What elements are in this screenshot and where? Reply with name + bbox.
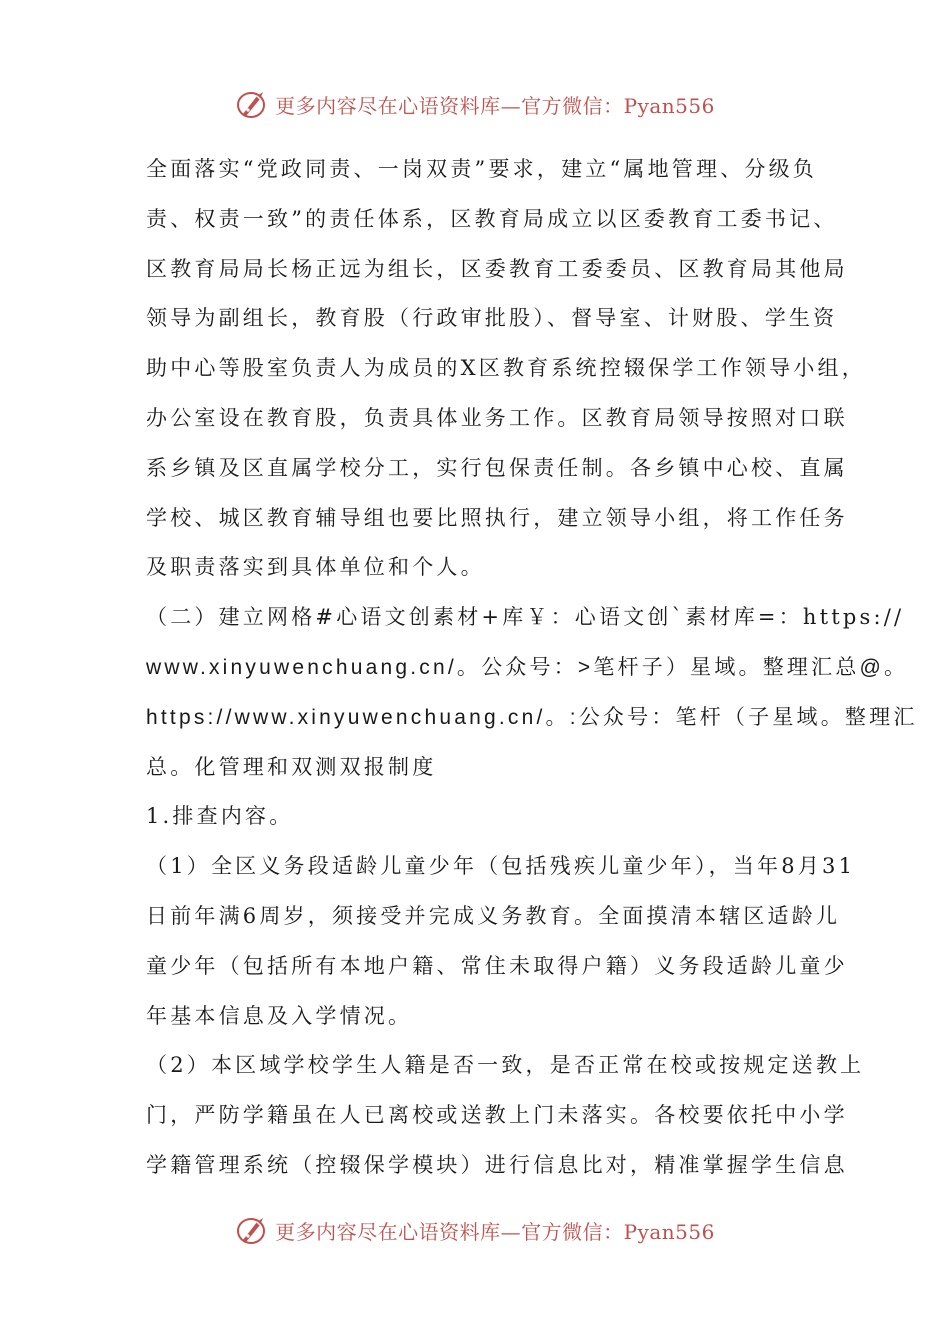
text-line: 助中心等股室负责人为成员的X区教育系统控辍保学工作领导小组， bbox=[146, 356, 866, 381]
text-line: 区教育局局长杨正远为组长，区委教育工委委员、区教育局其他局 bbox=[146, 256, 848, 281]
footer-watermark-banner bbox=[0, 1208, 950, 1252]
text-line: https://www.xinyuwenchuang.cn/。:公众号：笔杆（子星域。整理汇 bbox=[146, 705, 918, 729]
text-line: 门，严防学籍虽在人已离校或送教上门未落实。各校要依托中小学 bbox=[146, 1103, 848, 1128]
text-line: 童少年（包括所有本地户籍、常住未取得户籍）义务段适龄儿童少 bbox=[146, 953, 848, 978]
text-line: 年基本信息及入学情况。 bbox=[146, 1003, 413, 1028]
document-body bbox=[146, 145, 918, 1191]
pen-nib-logo-icon bbox=[235, 1213, 269, 1247]
text-line: 全面落实“党政同责、一岗双责”要求，建立“属地管理、分级负 bbox=[146, 157, 818, 181]
text-line: 日前年满6周岁，须接受并完成义务教育。全面摸清本辖区适龄儿 bbox=[146, 903, 841, 928]
section-heading-line: （二）建立网格#心语文创素材+库￥：心语文创`素材库=：https:// bbox=[146, 605, 905, 630]
header-watermark-banner bbox=[0, 82, 950, 126]
text-line: www.xinyuwenchuang.cn/。公众号：>笔杆子）星域。整理汇总@。 bbox=[146, 655, 909, 679]
text-line: 及职责落实到具体单位和个人。 bbox=[146, 555, 485, 580]
text-line: （2）本区域学校学生人籍是否一致，是否正常在校或按规定送教上 bbox=[146, 1053, 865, 1078]
subheading-line: 1.排查内容。 bbox=[146, 804, 294, 829]
text-line: 总。化管理和双测双报制度 bbox=[146, 754, 437, 779]
banner-text: 更多内容尽在心语资料库—官方微信：Pyan556 bbox=[275, 1219, 715, 1244]
text-line: 系乡镇及区直属学校分工，实行包保责任制。各乡镇中心校、直属 bbox=[146, 455, 848, 480]
text-line: 学籍管理系统（控辍保学模块）进行信息比对，精准掌握学生信息 bbox=[146, 1152, 848, 1177]
text-line: （1）全区义务段适龄儿童少年（包括残疾儿童少年），当年8月31 bbox=[146, 854, 856, 879]
pen-nib-logo-icon bbox=[235, 87, 269, 121]
text-line: 办公室设在教育股，负责具体业务工作。区教育局领导按照对口联 bbox=[146, 405, 848, 430]
banner-text: 更多内容尽在心语资料库—官方微信：Pyan556 bbox=[275, 93, 715, 118]
text-line: 领导为副组长，教育股（行政审批股）、督导室、计财股、学生资 bbox=[146, 306, 838, 331]
text-line: 学校、城区教育辅导组也要比照执行，建立领导小组，将工作任务 bbox=[146, 505, 848, 530]
text-line: 责、权责一致”的责任体系，区教育局成立以区委教育工委书记、 bbox=[146, 206, 838, 231]
